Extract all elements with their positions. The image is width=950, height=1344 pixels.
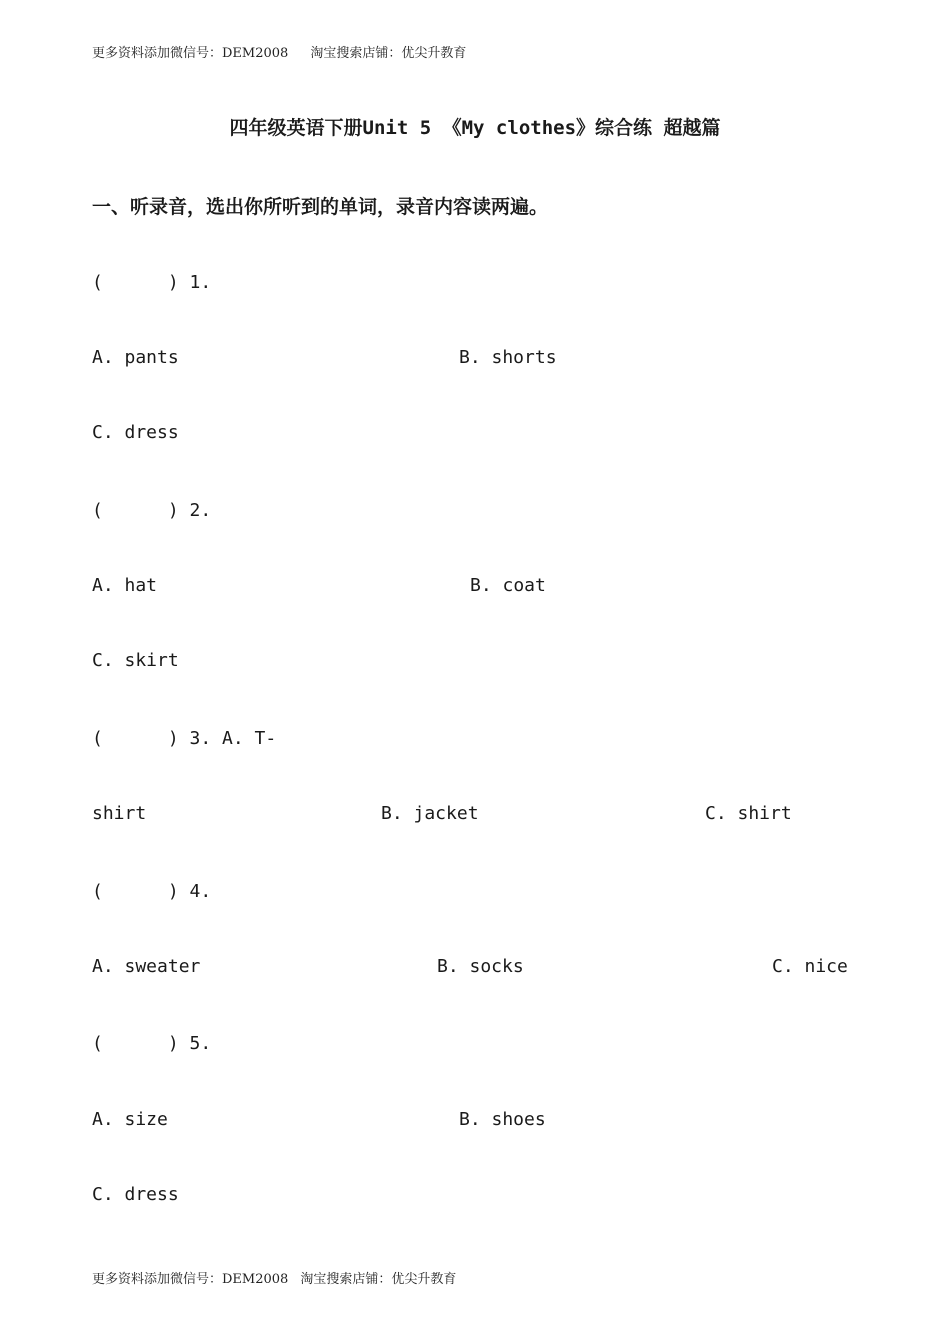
- header-wechat: 更多资料添加微信号：DEM2008: [92, 46, 289, 61]
- page-header: [92, 42, 466, 61]
- question-5-option-c: C. dress: [92, 1184, 179, 1205]
- question-3-option-a-cont: shirt: [92, 803, 147, 824]
- question-1-stem: ( ) 1.: [92, 272, 212, 293]
- page-title: 四年级英语下册Unit 5 《My clothes》综合练 超越篇: [229, 117, 721, 139]
- question-1-option-a: A. pants: [92, 347, 179, 368]
- question-1-option-c: C. dress: [92, 422, 179, 443]
- question-3-option-c: C. shirt: [705, 803, 792, 824]
- question-3-option-b: B. jacket: [381, 803, 479, 824]
- question-5-option-b: B. shoes: [459, 1109, 546, 1130]
- question-1-option-b: B. shorts: [459, 347, 557, 368]
- footer-wechat: 更多资料添加微信号：DEM2008: [92, 1272, 289, 1287]
- question-2-option-b: B. coat: [470, 575, 546, 596]
- question-2-option-c: C. skirt: [92, 650, 179, 671]
- question-2-stem: ( ) 2.: [92, 500, 212, 521]
- question-5-option-a: A. size: [92, 1109, 168, 1130]
- section-heading: 一、听录音，选出你所听到的单词，录音内容读两遍。: [92, 196, 549, 218]
- question-4-option-b: B. socks: [437, 956, 524, 977]
- question-4-option-a: A. sweater: [92, 956, 201, 977]
- question-4-stem: ( ) 4.: [92, 881, 212, 902]
- page-footer: [92, 1268, 456, 1287]
- question-4-option-c: C. nice: [772, 956, 848, 977]
- question-3-stem: ( ) 3. A. T-: [92, 728, 277, 749]
- question-5-stem: ( ) 5.: [92, 1033, 212, 1054]
- header-shop: 淘宝搜索店铺：优尖升教育: [310, 46, 467, 61]
- question-2-option-a: A. hat: [92, 575, 158, 596]
- footer-shop: 淘宝搜索店铺：优尖升教育: [300, 1272, 457, 1287]
